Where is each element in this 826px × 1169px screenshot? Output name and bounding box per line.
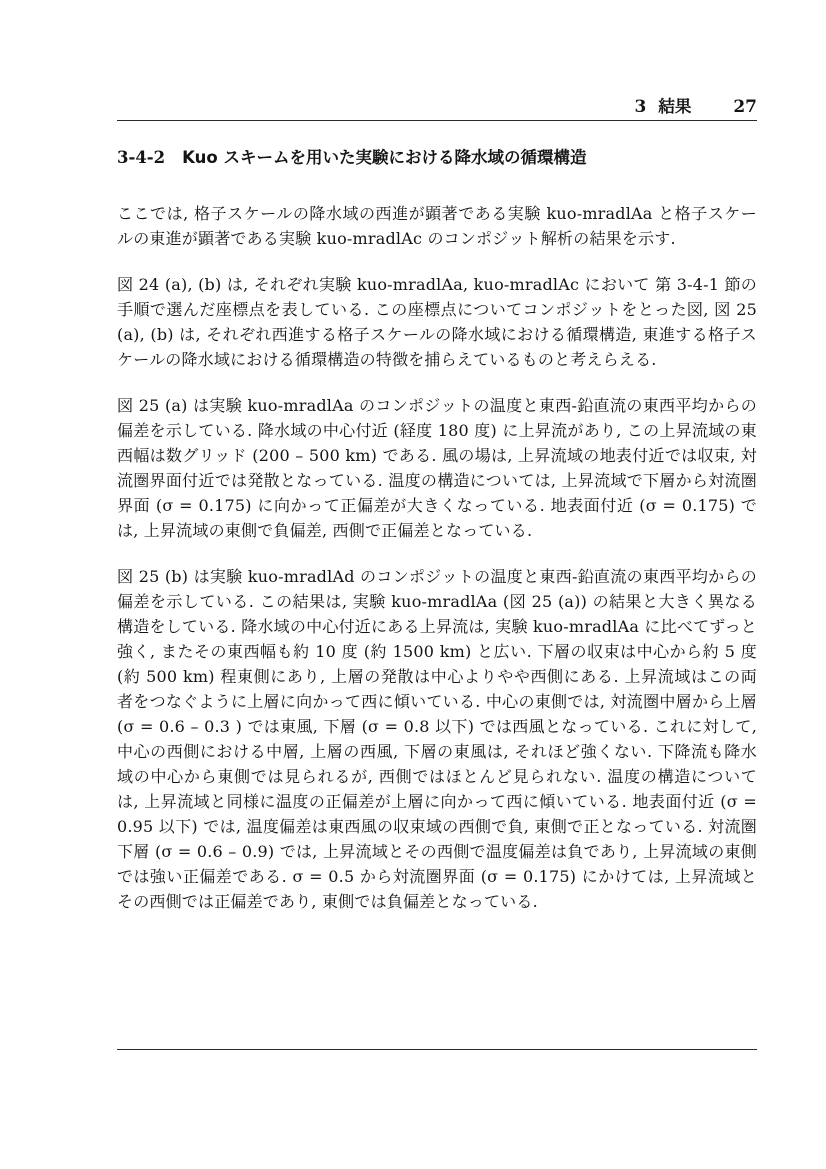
footer-rule: [117, 1049, 757, 1050]
text-column: [117, 97, 757, 914]
header-rule: [117, 120, 757, 121]
page-number: 27: [733, 97, 757, 117]
running-head-section-number: 3: [634, 97, 647, 117]
paragraph-4: 図 25 (b) は実験 kuo-mradlAd のコンポジットの温度と東西-鉛直流の東西平均からの偏差を示している. この結果は, 実験 kuo-mradlAa (図 25 (a)) の結果と大きく異なる構造をしている. 降水域の中心付近にある上昇流は, 実験 kuo-mradlAa に比べてずっと強く, またその東西幅も約 10 度 (約 1500 km) と広い. 下層の収束は中心から約 5 度 (約 500 km) 程東側にあり, 上層の発散は中心よりやや西側にある. 上昇流域はこの両者をつなぐように上層に向かって西に傾いている. 中心の東側では, 対流圏中層から上層 (σ = 0.6 – 0.3 ) では東風, 下層 (σ = 0.8 以下) では西風となっている. これに対して, 中心の西側における中層, 上層の西風, 下層の東風は, それほど強くない. 下降流も降水域の中心から東側では見られるが, 西側ではほとんど見られない. 温度の構造については, 上昇流域と同様に温度の正偏差が上層に向かって西に傾いている. 地表面付近 (σ = 0.95 以下) では, 温度偏差は東西風の収束域の西側で負, 東側で正となっている. 対流圏下層 (σ = 0.6 – 0.9) では, 上昇流域とその西側で温度偏差は負であり, 上昇流域の東側では強い正偏差である. σ = 0.5 から対流圏界面 (σ = 0.175) にかけては, 上昇流域とその西側では正偏差であり, 東側では負偏差となっている.: [117, 567, 757, 911]
running-head-section-title: 結果: [658, 97, 692, 116]
section-heading-title: Kuo スキームを用いた実験における降水域の循環構造: [182, 148, 587, 167]
paragraph-2: 図 24 (a), (b) は, それぞれ実験 kuo-mradlAa, kuo-mradlAc において 第 3-4-1 節の手順で選んだ座標点を表している. この座標点についてコンポジットをとった図, 図 25 (a), (b) は, それぞれ西進する格子スケールの降水域における循環構造, 東進する格子スケールの降水域における循環構造の特徴を捕らえているものと考えらえる.: [117, 275, 757, 369]
running-head: [634, 97, 691, 117]
body-text: [117, 201, 757, 914]
paragraph-1: ここでは, 格子スケールの降水域の西進が顕著である実験 kuo-mradlAa と格子スケールの東進が顕著である実験 kuo-mradlAc のコンポジット解析の結果を示す.: [117, 204, 757, 248]
page-header: [117, 97, 757, 117]
section-heading: [117, 147, 757, 169]
section-heading-number: 3-4-2: [117, 148, 166, 167]
paragraph-3: 図 25 (a) は実験 kuo-mradlAa のコンポジットの温度と東西-鉛直流の東西平均からの偏差を示している. 降水域の中心付近 (経度 180 度) に上昇流があり, この上昇流域の東西幅は数グリッド (200 – 500 km) である. 風の場は, 上昇流域の地表付近では収束, 対流圏界面付近では発散となっている. 温度の構造については, 上昇流域で下層から対流圏界面 (σ = 0.175) に向かって正偏差が大きくなっている. 地表面付近 (σ = 0.175) では, 上昇流域の東側で負偏差, 西側で正偏差となっている.: [117, 396, 757, 540]
